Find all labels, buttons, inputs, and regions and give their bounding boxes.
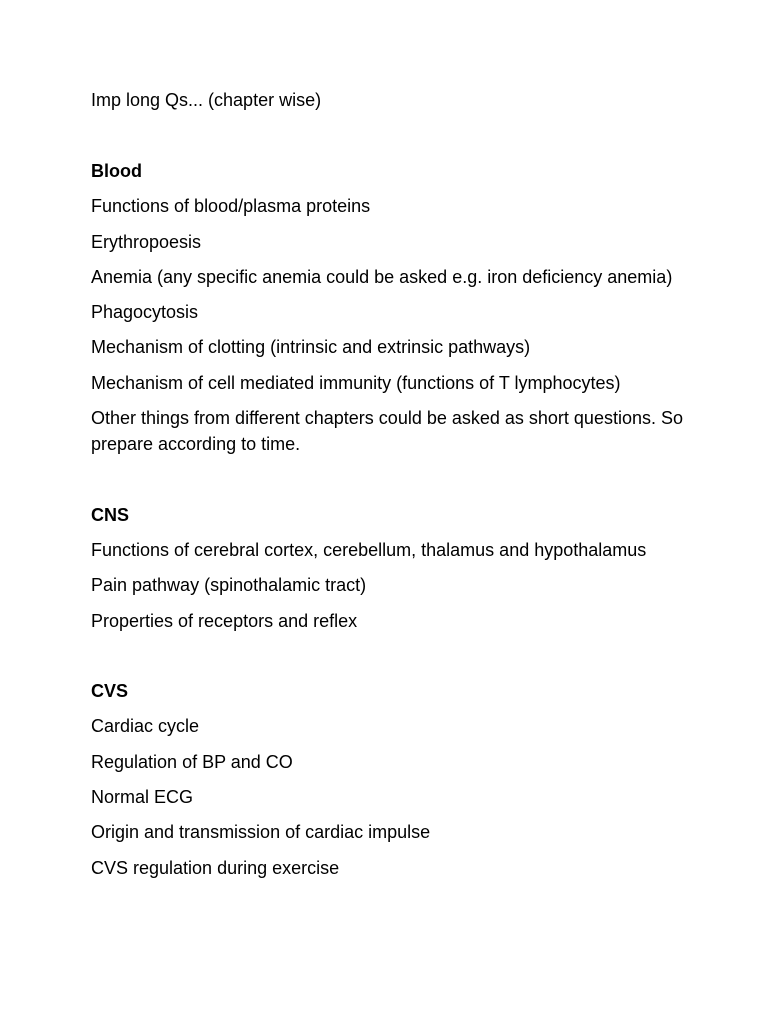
section-heading-blood: Blood <box>91 161 142 181</box>
list-item: Anemia (any specific anemia could be asked e.g. iron deficiency anemia) <box>91 266 673 287</box>
list-item: Regulation of BP and CO <box>91 751 293 772</box>
list-item: Functions of blood/plasma proteins <box>91 196 371 217</box>
list-item: Erythropoesis <box>91 231 202 252</box>
document-title: Imp long Qs... (chapter wise) <box>91 90 322 110</box>
list-item: Mechanism of cell mediated immunity (functions of T lymphocytes) <box>91 372 621 393</box>
section-heading-cns: CNS <box>91 504 130 525</box>
list-item: CVS regulation during exercise <box>91 857 340 878</box>
list-item: Pain pathway (spinothalamic tract) <box>91 575 367 596</box>
list-item: Properties of receptors and reflex <box>91 610 358 631</box>
list-item: Normal ECG <box>91 787 194 808</box>
list-item: Cardiac cycle <box>91 716 200 737</box>
section-spacer <box>91 643 711 678</box>
section-heading-cvs: CVS <box>91 681 129 702</box>
list-item: Mechanism of clotting (intrinsic and extrinsic pathways) <box>91 337 531 358</box>
list-item: Origin and transmission of cardiac impulse <box>91 822 431 843</box>
document-body <box>91 87 711 890</box>
list-item: Phagocytosis <box>91 302 199 323</box>
list-item: Functions of cerebral cortex, cerebellum, thalamus and hypothalamus <box>91 539 647 560</box>
list-item: Other things from different chapters could be asked as short questions. So prepare according to time. <box>91 408 683 455</box>
section-spacer <box>91 466 711 501</box>
